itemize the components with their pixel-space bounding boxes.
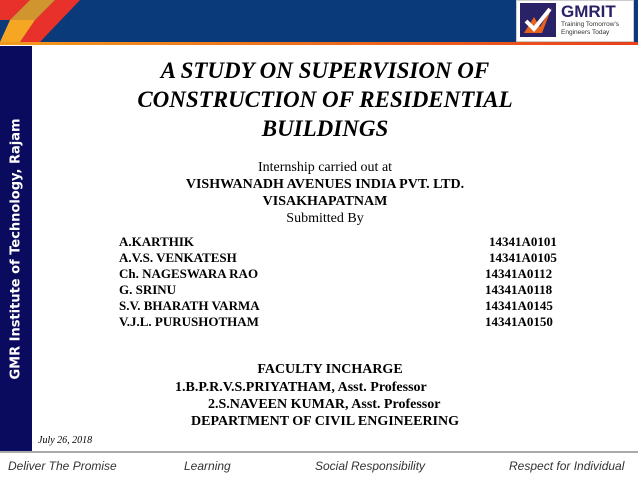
company-city: VISAKHAPATNAM [262,194,388,209]
student-roll: 14341A0101 [489,234,557,249]
logo-mark-icon [520,3,556,37]
brand-chevron-icon [0,0,80,42]
title-line-2: CONSTRUCTION OF RESIDENTIAL [137,87,513,112]
student-roll: 14341A0145 [485,298,553,313]
student-name: A.KARTHIK [119,234,195,249]
department: DEPARTMENT OF CIVIL ENGINEERING [191,414,460,429]
footer-divider [0,451,638,453]
company-name: VISHWANADH AVENUES INDIA PVT. LTD. [185,177,465,192]
footer-value: Learning [184,459,231,473]
faculty-2: 2.S.NAVEEN KUMAR, Asst. Professor [208,397,441,412]
tagline-1: Training Tomorrow's [561,21,619,28]
faculty-1: 1.B.P.R.V.S.PRIYATHAM, Asst. Professor [175,380,427,395]
title-line-1: A STUDY ON SUPERVISION OF [160,58,490,83]
title-line-3: BUILDINGS [261,116,389,141]
header-bar [0,0,638,42]
logo-tagline [561,21,619,37]
footer-value: Deliver The Promise [8,459,117,473]
student-name: S.V. BHARATH VARMA [119,298,260,313]
student-roll: 14341A0118 [485,282,553,297]
student-roll: 14341A0105 [489,250,557,265]
institute-name: GMR Institute of Technology, Rajam [8,118,24,380]
footer-value: Respect for Individual [509,459,625,473]
student-roll: 14341A0150 [485,314,553,329]
slide-title [100,56,550,143]
submitted-by: Submitted By [286,211,364,226]
student-name: G. SRINU [119,282,177,297]
tagline-2: Engineers Today [561,29,610,36]
header-divider [0,42,638,45]
logo-name: GMRIT [561,2,616,21]
student-roll: 14341A0112 [485,266,553,281]
student-name: Ch. NAGESWARA RAO [119,266,259,281]
student-name: A.V.S. VENKATESH [119,250,237,265]
faculty-heading: FACULTY INCHARGE [257,362,403,377]
gmrit-logo [516,0,634,42]
footer-value: Social Responsibility [315,459,426,473]
slide-date: July 26, 2018 [38,435,93,446]
student-name: V.J.L. PURUSHOTHAM [119,314,259,329]
internship-label: Internship carried out at [257,160,393,175]
